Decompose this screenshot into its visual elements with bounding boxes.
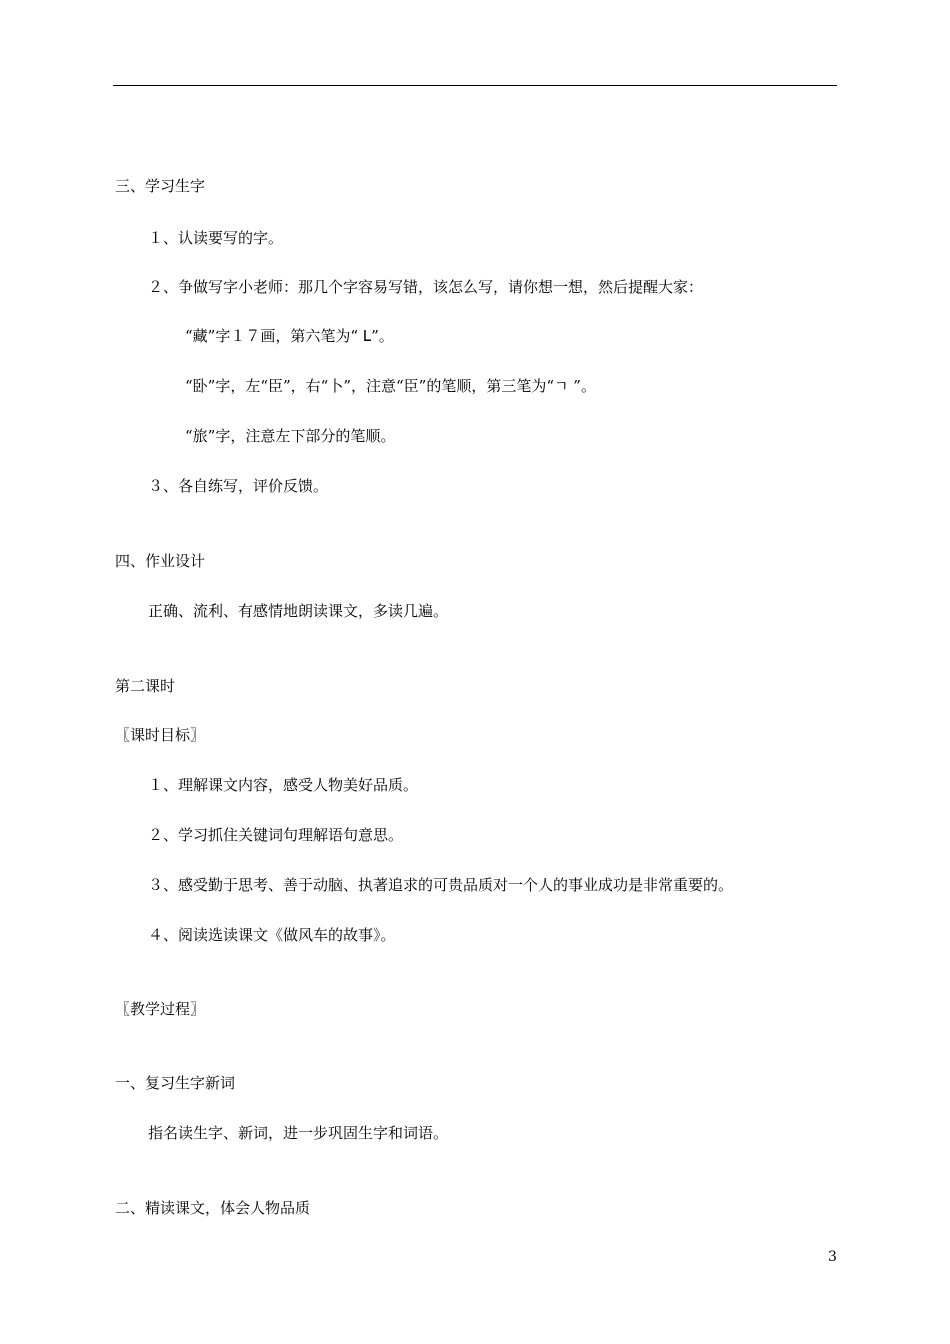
lesson-title: 第二课时 (115, 677, 176, 695)
page-number: 3 (828, 1249, 837, 1265)
bracket-heading: 〖课时目标〗 (115, 726, 206, 744)
paragraph: 正确、流利、有感情地朗读课文，多读几遍。 (148, 602, 449, 620)
section-heading: 三、学习生字 (115, 177, 206, 195)
list-item: ２、学习抓住关键词句理解语句意思。 (148, 826, 404, 844)
list-item: １、理解课文内容，感受人物美好品质。 (148, 776, 419, 794)
bracket-heading: 〖教学过程〗 (115, 1000, 206, 1018)
character-note: “藏”字１７画，第六笔为“ ᒪ”。 (185, 327, 394, 345)
list-item: ２、争做写字小老师：那几个字容易写错，该怎么写，请你想一想，然后提醒大家： (148, 278, 704, 296)
list-item: １、认读要写的字。 (148, 229, 284, 247)
list-item: ４、阅读选读课文《做风车的故事》。 (148, 926, 396, 944)
header-rule (113, 85, 837, 86)
section-heading: 一、复习生字新词 (115, 1074, 236, 1092)
list-item: ３、感受勤于思考、善于动脑、执著追求的可贵品质对一个人的事业成功是非常重要的。 (148, 876, 734, 894)
list-item: ３、各自练写，评价反馈。 (148, 477, 329, 495)
character-note: “卧”字，左“臣”，右“卜”，注意“臣”的笔顺，第三笔为“ㄱ ”。 (185, 377, 596, 395)
character-note: “旅”字，注意左下部分的笔顺。 (185, 427, 396, 445)
section-heading: 二、精读课文，体会人物品质 (115, 1199, 311, 1217)
section-heading: 四、作业设计 (115, 552, 206, 570)
paragraph: 指名读生字、新词，进一步巩固生字和词语。 (148, 1124, 449, 1142)
